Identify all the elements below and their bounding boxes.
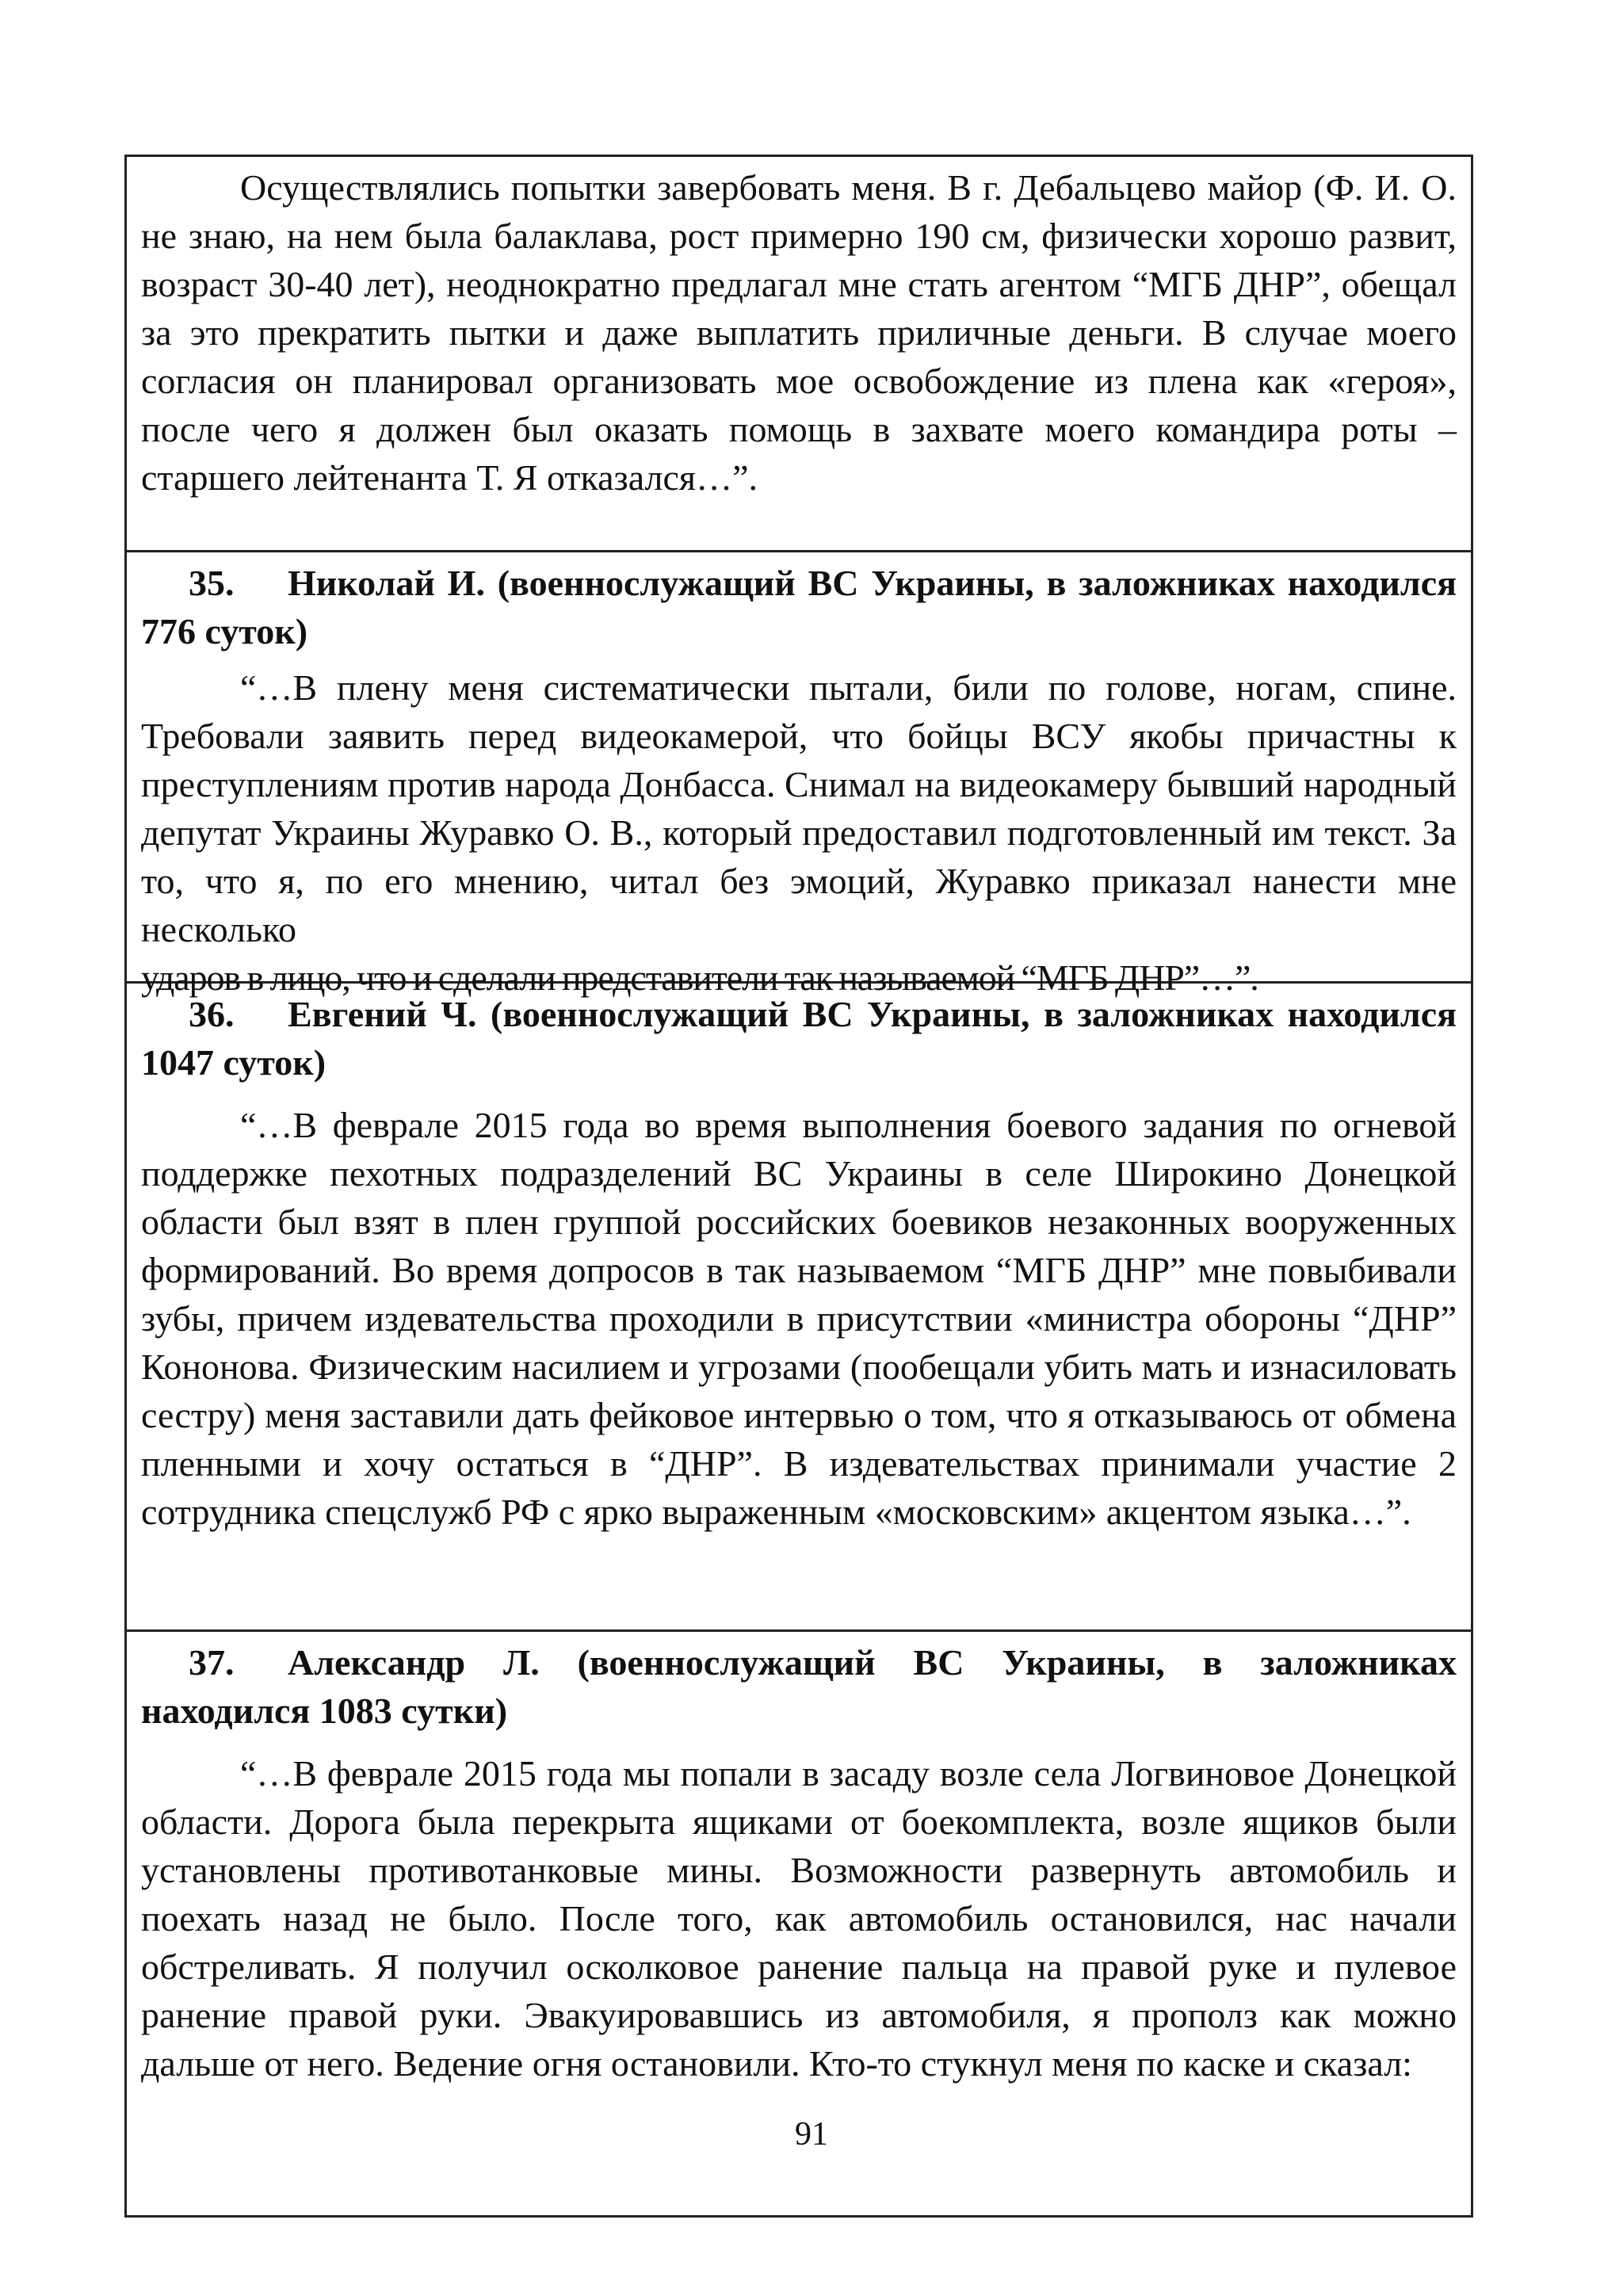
testimony-text: Осуществлялись попытки завербовать меня. В г. Дебальцево майор (Ф. И. О. не знаю, на нем была балаклава, рост примерно 190 см, физически хорошо развит, возраст 30-40 лет), неоднократно предлагал мне стать агентом “МГБ ДНР”, обещал за это прекратить пытки и даже выплатить приличные деньги. В случае моего согласия он планировал организовать мое освобождение из плена как «героя», после чего я должен был оказать помощь в захвате моего командира роты – старшего лейтенанта Т. Я отказался…”. [141, 167, 1457, 498]
testimony-number: 36. [189, 994, 235, 1034]
testimony-heading-text: Николай И. (военнослужащий ВС Украины, в заложниках находился 776 суток) [141, 563, 1457, 651]
testimony-heading [141, 1638, 1457, 1735]
testimony-cell-continued [127, 157, 1471, 550]
testimony-text: “…В феврале 2015 года мы попали в засаду возле села Логвиновое Донецкой области. Дорога была перекрыта ящиками от боекомплекта, возле ящиков были установлены противотанковые мины. Возможности развернуть автомобиль и поехать назад не было. После того, как автомобиль остановился, нас начали обстреливать. Я получил осколковое ранение пальца на правой руке и пулевое ранение правой руки. Эвакуировавшись из автомобиля, я прополз как можно дальше от него. Ведение огня остановили. Кто-то стукнул меня по каске и сказал: [141, 1753, 1457, 2084]
testimony-table [124, 155, 1473, 2218]
testimony-number: 35. [189, 563, 235, 603]
testimony-text-tail: ударов в лицо, что и сделали представители так называемой “МГБ ДНР”…”. [141, 957, 1258, 998]
testimony-cell-36 [127, 981, 1471, 1629]
testimony-text: “…В феврале 2015 года во время выполнения боевого задания по огневой поддержке пехотных подразделений ВС Украины в селе Широкино Донецкой области был взят в плен группой российских боевиков незаконных вооруженных формирований. Во время допросов в так называемом “МГБ ДНР” мне повыбивали зубы, причем издевательства проходили в присутствии «министра обороны “ДНР” Кононова. Физическим насилием и угрозами (пообещали убить мать и изнасиловать сестру) меня заставили дать фейковое интервью о том, что я отказываюсь от обмена пленными и хочу остаться в “ДНР”. В издевательствах принимали участие 2 сотрудника спецслужб РФ с ярко выраженным «московским» акцентом языка…”. [141, 1105, 1457, 1532]
testimony-heading [141, 559, 1457, 655]
testimony-heading [141, 990, 1457, 1087]
testimony-text: “…В плену меня систематически пытали, били по голове, ногам, спине. Требовали заявить перед видеокамерой, что бойцы ВСУ якобы причастны к преступлениям против народа Донбасса. Снимал на видеокамеру бывший народный депутат Украины Журавко О. В., который предоставил подготовленный им текст. За то, что я, по его мнению, читал без эмоций, Журавко приказал нанести мне несколько [141, 667, 1457, 949]
testimony-heading-text: Евгений Ч. (военнослужащий ВС Украины, в заложниках находился 1047 суток) [141, 994, 1457, 1083]
testimony-cell-35 [127, 550, 1471, 998]
testimony-number: 37. [189, 1642, 235, 1683]
page-number: 91 [795, 2116, 828, 2153]
testimony-heading-text: Александр Л. (военнослужащий ВС Украины, в заложниках находился 1083 сутки) [141, 1642, 1457, 1731]
